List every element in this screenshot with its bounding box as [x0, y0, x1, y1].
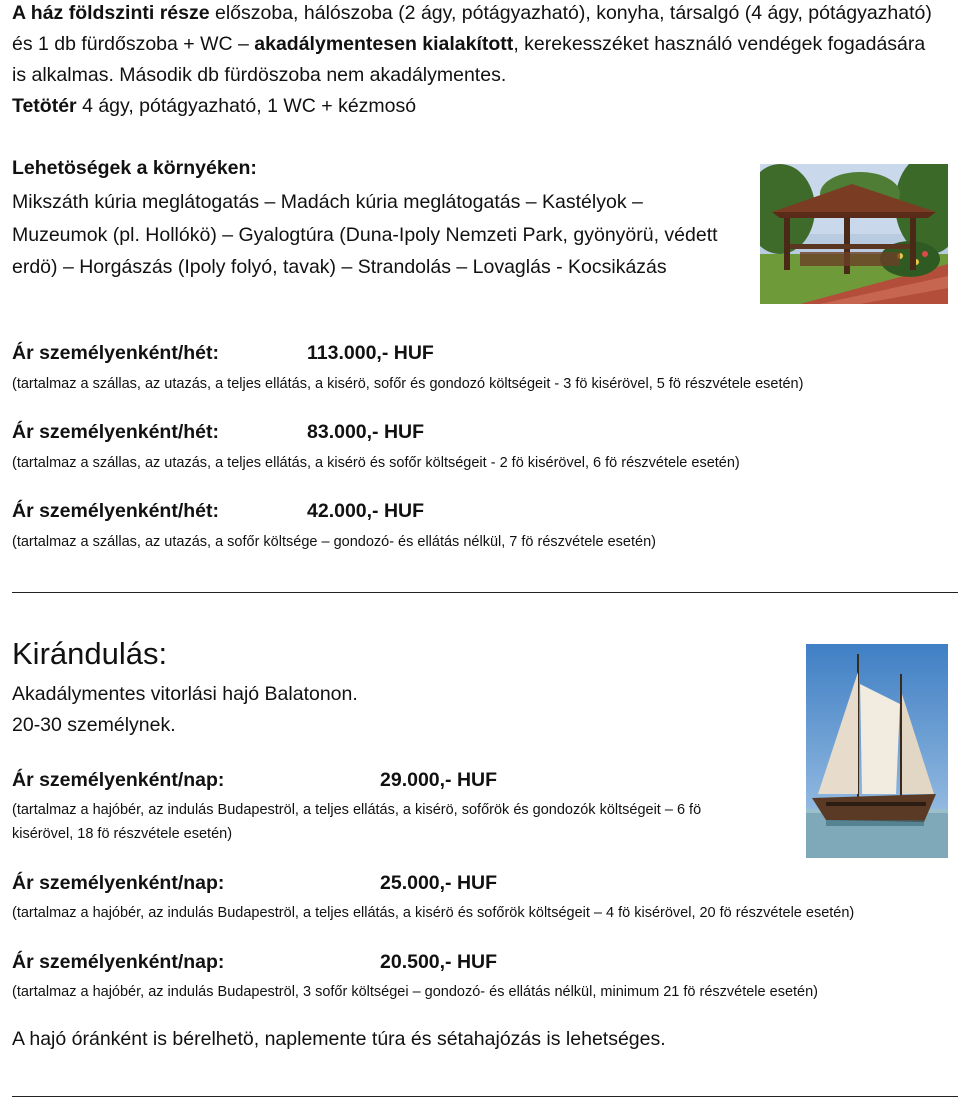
day-price-value: 29.000,- HUF	[380, 769, 498, 791]
accessible-label: akadálymentesen kialakított	[254, 33, 514, 55]
week-price-label: Ár személyenként/hét:	[12, 342, 219, 364]
week-price-value: 42.000,- HUF	[307, 500, 425, 522]
surroundings-text: Mikszáth kúria meglátogatás – Madách kúria meglátogatás – Kastélyok – Muzeumok (pl. Hollókö) – Gyalogtúra (Duna-Ipoly Nemzeti Park, gyönyörü, védett erdö) – Horgászás (Ipoly folyó, tavak) – Strandolás – Lovaglás - Kocsikázás	[12, 191, 718, 278]
week-price-note: (tartalmaz a szállas, az utazás, a sofőr költsége – gondozó- és ellátás nélkül, 7 fö részvétele esetén)	[12, 534, 656, 550]
intro-paragraph	[12, 0, 932, 122]
section-divider	[12, 592, 958, 593]
ground-floor-text: előszoba, hálószoba (2 ágy, pótágyazható), konyha, társalgó (4 ágy, pótágyazható) és 1 db fürdőszoba + WC –	[12, 2, 932, 55]
day-price-row	[12, 872, 498, 898]
surroundings-title: Lehetöségek a környéken:	[12, 157, 257, 179]
day-price-label: Ár személyenként/nap:	[12, 769, 225, 791]
week-price-label: Ár személyenként/hét:	[12, 500, 219, 522]
day-price-note: (tartalmaz a hajóbér, az indulás Budapeströl, a teljes ellátás, a kisérö, sofőrök és gondozók költségeit – 6 fö kisérövel, 18 fö részvétele esetén)	[12, 802, 702, 842]
week-price-row	[12, 421, 425, 447]
closing-sentence: A hajó óránként is bérelhetö, naplemente túra és sétahajózás is lehetséges.	[12, 1028, 666, 1050]
week-price-label: Ár személyenként/hét:	[12, 421, 219, 443]
week-price-note: (tartalmaz a szállas, az utazás, a teljes ellátás, a kisérö, sofőr és gondozó költségeit - 3 fö kisérövel, 5 fö részvétele esetén)	[12, 376, 804, 392]
excursion-line-1: Akadálymentes vitorlási hajó Balatonon.	[12, 683, 358, 705]
week-price-row	[12, 342, 434, 368]
week-price-note: (tartalmaz a szállas, az utazás, a teljes ellátás, a kisérö és sofőr költségeit - 2 fö kisérövel, 6 fö részvétele esetén)	[12, 455, 740, 471]
day-price-value: 25.000,- HUF	[380, 872, 498, 894]
excursion-line-2: 20-30 személynek.	[12, 714, 176, 736]
attic-label: Tetötér	[12, 95, 77, 117]
excursion-description	[12, 679, 358, 741]
accessible-text: , kerekesszéket használó vendégek fogadására is alkalmas. Második db fürdöszoba nem akadálymentes.	[12, 33, 926, 86]
day-price-note: (tartalmaz a hajóbér, az indulás Budapeströl, 3 sofőr költségei – gondozó- és ellátás nélkül, minimum 21 fö részvétele esetén)	[12, 984, 818, 1000]
sailboat-photo	[806, 644, 948, 858]
day-price-row	[12, 951, 498, 977]
day-price-row	[12, 769, 498, 795]
day-price-label: Ár személyenként/nap:	[12, 951, 225, 973]
week-price-value: 113.000,- HUF	[307, 342, 434, 364]
week-price-value: 83.000,- HUF	[307, 421, 425, 443]
week-price-row	[12, 500, 425, 526]
bottom-divider	[12, 1096, 958, 1097]
day-price-note: (tartalmaz a hajóbér, az indulás Budapeströl, a teljes ellátás, a kisérö és sofőrök költségeit – 4 fö kisérövel, 20 fö részvétele esetén)	[12, 905, 855, 921]
day-price-value: 20.500,- HUF	[380, 951, 498, 973]
attic-text: 4 ágy, pótágyazható, 1 WC + kézmosó	[76, 95, 417, 117]
gazebo-photo	[760, 164, 948, 304]
day-price-label: Ár személyenként/nap:	[12, 872, 225, 894]
ground-floor-label: A ház földszinti része	[12, 2, 210, 24]
excursion-title: Kirándulás:	[12, 636, 168, 671]
